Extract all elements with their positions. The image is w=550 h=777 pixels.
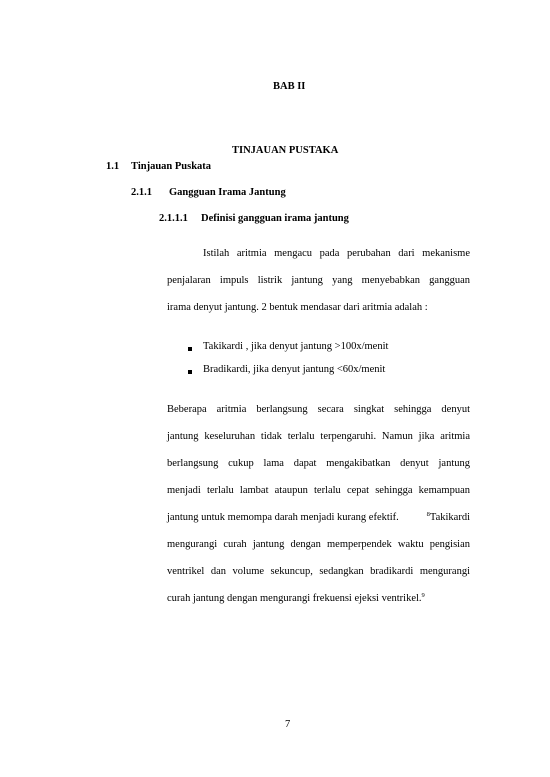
paragraph-2-line-5 — [167, 512, 470, 523]
bullet-marker — [188, 347, 192, 351]
line-5-text: jantung untuk memompa darah menjadi kurang efektif. — [167, 512, 399, 523]
section-1-1-number: 1.1 — [106, 161, 120, 172]
paragraph-2-line-2: jantung keseluruhan tidak terlalu terpengaruhi. Namun jika aritmia — [167, 431, 470, 442]
footnote-ref-9[interactable]: 9 — [421, 592, 425, 599]
footnote-ref-8[interactable]: 8 — [426, 511, 430, 518]
paragraph-2-line-7: ventrikel dan volume sekuncup, sedangkan bradikardi mengurangi — [167, 566, 470, 577]
line-8-text: curah jantung dengan mengurangi frekuensi ejeksi ventrikel. — [167, 593, 422, 604]
section-2-1-1-title: Gangguan Irama Jantung — [169, 187, 286, 198]
paragraph-2-line-3: berlangsung cukup lama dapat mengakibatkan denyut jantung — [167, 458, 470, 469]
section-2-1-1-1-title: Definisi gangguan irama jantung — [201, 213, 349, 224]
bullet-marker — [188, 370, 192, 374]
bullet-item-1: Takikardi , jika denyut jantung >100x/menit — [203, 341, 389, 352]
page-number: 7 — [285, 719, 291, 730]
paragraph-2-line-1: Beberapa aritmia berlangsung secara singkat sehingga denyut — [167, 404, 470, 415]
chapter-title: TINJAUAN PUSTAKA — [232, 145, 339, 156]
paragraph-2-line-8 — [167, 593, 425, 604]
paragraph-2-line-4: menjadi terlalu lambat ataupun terlalu cepat sehingga kemampuan — [167, 485, 470, 496]
chapter-label: BAB II — [273, 81, 306, 92]
line-5-tail-group — [427, 512, 470, 523]
paragraph-2-line-6: mengurangi curah jantung dengan memperpendek waktu pengisian — [167, 539, 470, 550]
bullet-item-2: Bradikardi, jika denyut jantung <60x/menit — [203, 364, 386, 375]
paragraph-1-line-3: irama denyut jantung. 2 bentuk mendasar dari aritmia adalah : — [167, 302, 428, 313]
section-2-1-1-1-number: 2.1.1.1 — [159, 213, 188, 224]
paragraph-1-line-2: penjalaran impuls listrik jantung yang menyebabkan gangguan — [167, 275, 470, 286]
section-2-1-1-number: 2.1.1 — [131, 187, 152, 198]
paragraph-1-line-1: Istilah aritmia mengacu pada perubahan dari mekanisme — [203, 248, 470, 259]
section-1-1-title: Tinjauan Puskata — [131, 161, 212, 172]
line-5-tail: Takikardi — [429, 512, 470, 523]
